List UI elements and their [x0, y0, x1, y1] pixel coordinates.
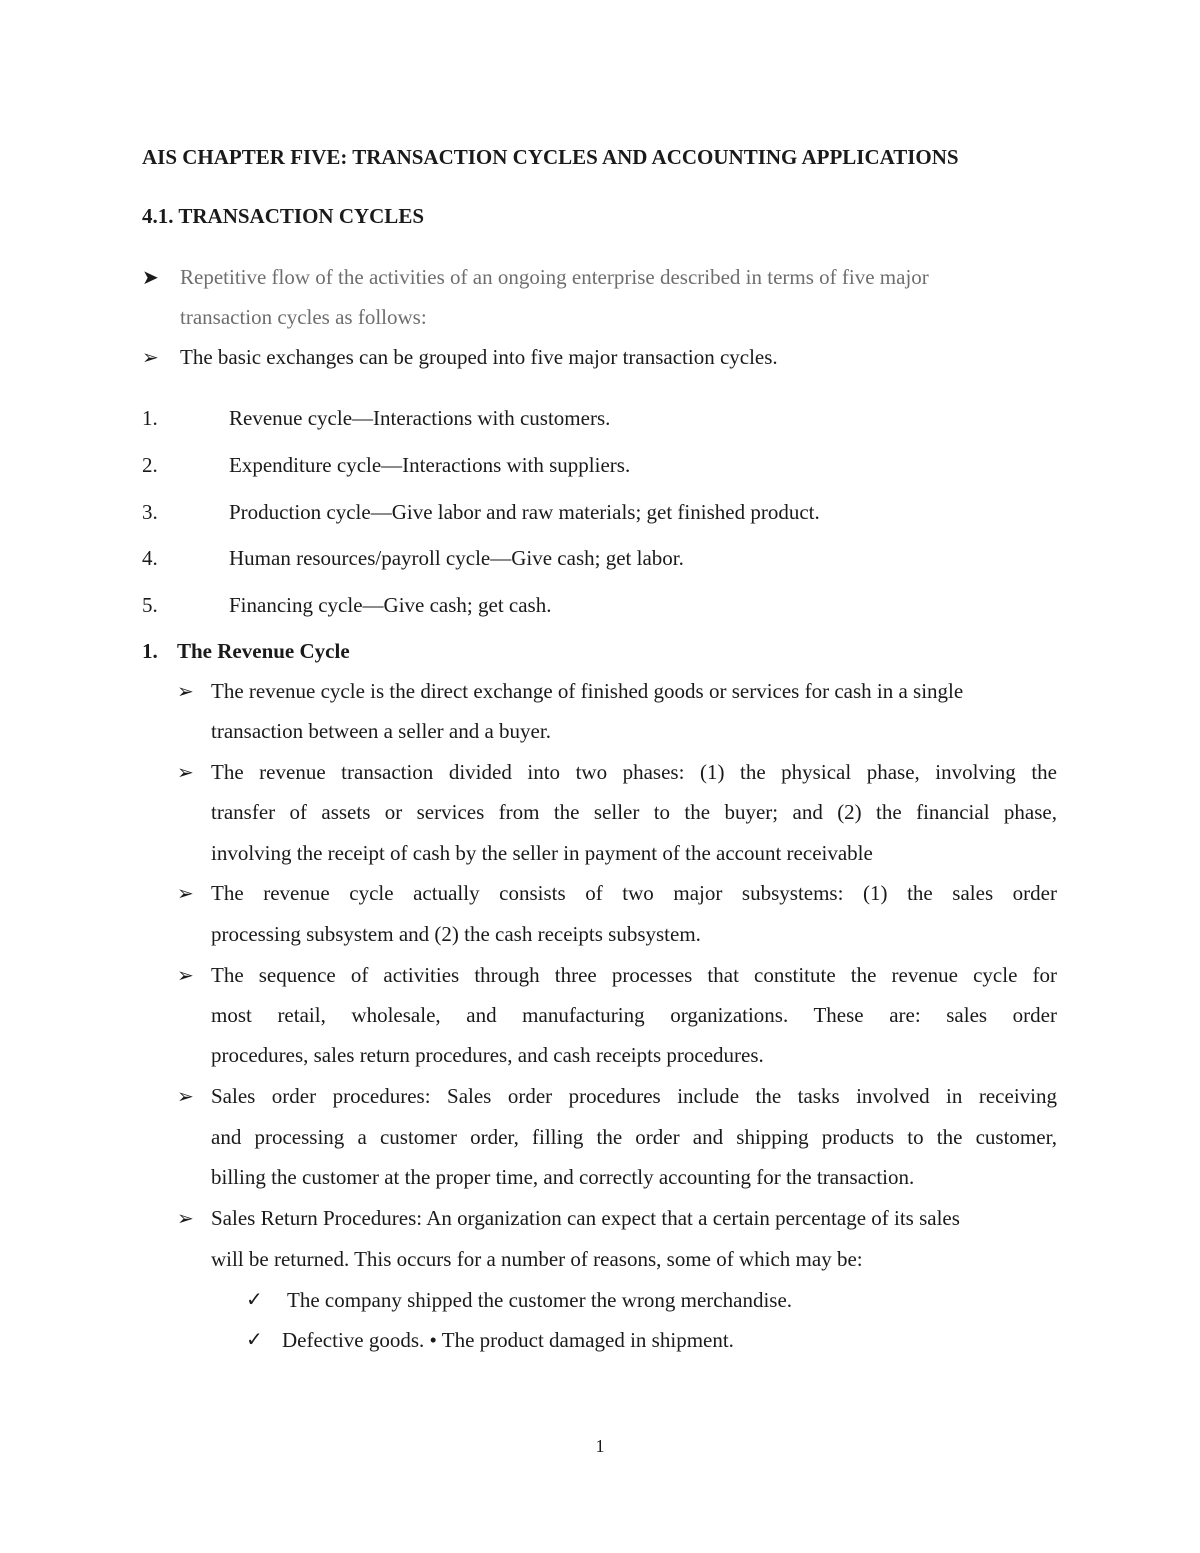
bullet-text: processing subsystem and (2) the cash receipts subsystem. — [211, 922, 701, 946]
checkmark-icon: ✓ — [246, 1327, 263, 1351]
intro-bullet-text: The basic exchanges can be grouped into five major transaction cycles. — [180, 345, 778, 369]
list-item: Human resources/payroll cycle—Give cash; get labor. — [229, 546, 684, 570]
bullet-text: involving the receipt of cash by the seller in payment of the account receivable — [211, 841, 873, 865]
page-number: 1 — [595, 1436, 605, 1456]
arrowhead-icon: ➤ — [142, 265, 159, 289]
bullet-text: most retail, wholesale, and manufacturing organizations. These are: sales order — [211, 1003, 1057, 1027]
bullet-text: Sales Return Procedures: An organization can expect that a certain percentage of its sales — [211, 1206, 960, 1230]
list-number: 2. — [142, 453, 158, 477]
bullet-text: transaction between a seller and a buyer. — [211, 719, 551, 743]
arrowhead-icon: ➢ — [177, 881, 194, 905]
bullet-text: The sequence of activities through three processes that constitute the revenue cycle for — [211, 963, 1057, 987]
bullet-text: will be returned. This occurs for a number of reasons, some of which may be: — [211, 1247, 863, 1271]
section-heading: 4.1. TRANSACTION CYCLES — [142, 204, 425, 228]
checkmark-icon: ✓ — [246, 1287, 263, 1311]
bullet-text: The revenue transaction divided into two phases: (1) the physical phase, involving the — [211, 760, 1057, 784]
list-item: Production cycle—Give labor and raw materials; get finished product. — [229, 500, 820, 524]
list-number: 1. — [142, 406, 158, 430]
bullet-text: procedures, sales return procedures, and cash receipts procedures. — [211, 1043, 764, 1067]
bullet-text: and processing a customer order, filling the order and shipping products to the customer, — [211, 1125, 1057, 1149]
bullet-text: transfer of assets or services from the seller to the buyer; and (2) the financial phase, — [211, 800, 1057, 824]
intro-bullet-text: transaction cycles as follows: — [180, 305, 427, 329]
bullet-text: Sales order procedures: Sales order procedures include the tasks involved in receiving — [211, 1084, 1057, 1108]
list-item: Revenue cycle—Interactions with customers. — [229, 406, 611, 430]
arrowhead-icon: ➢ — [142, 345, 159, 369]
arrowhead-icon: ➢ — [177, 679, 194, 703]
list-number: 4. — [142, 546, 158, 570]
list-number: 5. — [142, 593, 158, 617]
bullet-text: The revenue cycle is the direct exchange of finished goods or services for cash in a single — [211, 679, 964, 703]
arrowhead-icon: ➢ — [177, 1206, 194, 1230]
check-item: Defective goods. • The product damaged in shipment. — [282, 1328, 734, 1352]
document-title: AIS CHAPTER FIVE: TRANSACTION CYCLES AND ACCOUNTING APPLICATIONS — [142, 145, 959, 169]
bullet-text: The revenue cycle actually consists of two major subsystems: (1) the sales order — [211, 881, 1057, 905]
arrowhead-icon: ➢ — [177, 963, 194, 987]
list-item: Expenditure cycle—Interactions with suppliers. — [229, 453, 631, 477]
bullet-text: billing the customer at the proper time, and correctly accounting for the transaction. — [211, 1165, 915, 1189]
intro-bullet-text: Repetitive flow of the activities of an ongoing enterprise described in terms of five major — [180, 265, 929, 289]
check-item: The company shipped the customer the wrong merchandise. — [287, 1288, 793, 1312]
list-item: Financing cycle—Give cash; get cash. — [229, 593, 552, 617]
section-number: 1. — [142, 639, 158, 663]
list-number: 3. — [142, 500, 158, 524]
revenue-cycle-heading: The Revenue Cycle — [177, 639, 350, 663]
arrowhead-icon: ➢ — [177, 760, 194, 784]
arrowhead-icon: ➢ — [177, 1084, 194, 1108]
